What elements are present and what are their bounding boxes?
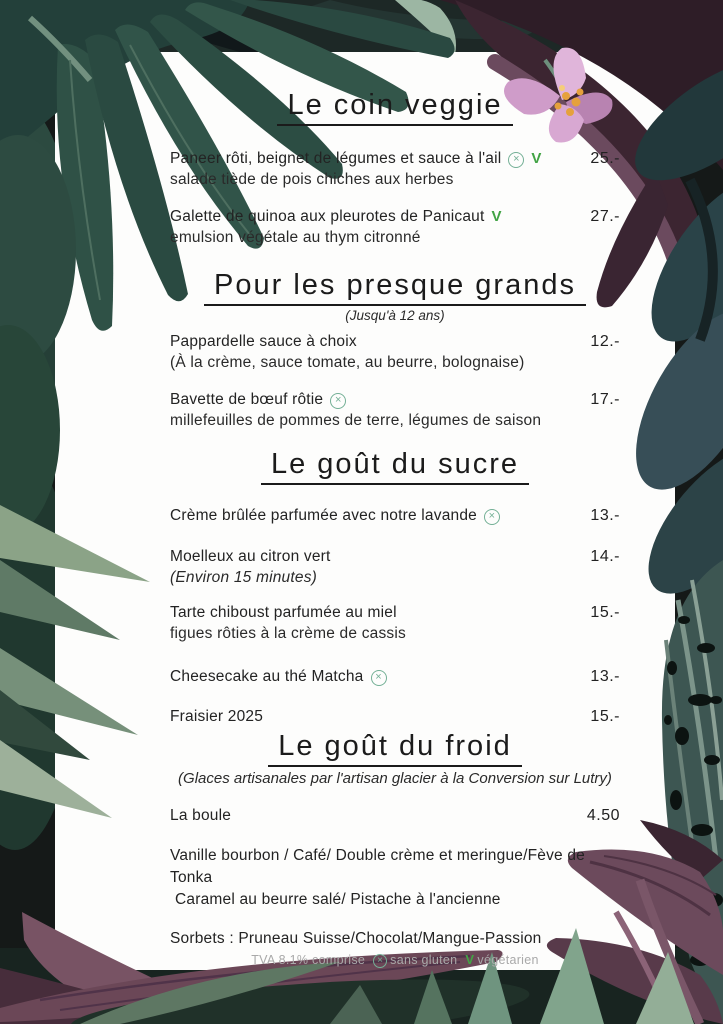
item-name: Crème brûlée parfumée avec notre lavande × bbox=[170, 505, 558, 526]
sorbets-line: Sorbets : Pruneau Suisse/Chocolat/Mangue-Passion bbox=[170, 930, 542, 947]
flavors-line: Vanille bourbon / Café/ Double crème et meringue/Fève de Tonka bbox=[170, 847, 586, 886]
gluten-free-label: sans gluten bbox=[390, 953, 458, 967]
item-price: 25.- bbox=[590, 150, 620, 167]
menu-item bbox=[170, 805, 620, 826]
item-name: Paneer rôti, beignet de légumes et sauce à l'ail × V bbox=[170, 150, 542, 167]
item-price: 12.- bbox=[590, 333, 620, 350]
item-name: Fraisier 2025 bbox=[170, 708, 264, 725]
menu-item bbox=[170, 206, 620, 248]
menu-content bbox=[170, 52, 620, 968]
gluten-free-icon: × bbox=[371, 670, 387, 686]
section-title-icecream: Le goût du froid bbox=[170, 729, 620, 767]
gluten-free-icon: × bbox=[484, 509, 500, 525]
item-desc: (Environ 15 minutes) bbox=[170, 569, 318, 586]
item-price: 13.- bbox=[590, 668, 620, 685]
item-price: 17.- bbox=[590, 391, 620, 408]
menu-item bbox=[170, 331, 620, 373]
item-name: La boule bbox=[170, 807, 232, 824]
gluten-free-icon: × bbox=[373, 954, 387, 968]
item-name: Bavette de bœuf rôtie × bbox=[170, 389, 558, 410]
menu-item bbox=[170, 148, 620, 190]
item-name: Moelleux au citron vert bbox=[170, 548, 331, 565]
item-name: Cheesecake au thé Matcha × bbox=[170, 666, 558, 687]
tva-note: TVA 8.1% comprise bbox=[251, 953, 366, 967]
gluten-free-icon: × bbox=[508, 152, 524, 168]
menu-item bbox=[170, 602, 620, 644]
item-desc: millefeuilles de pommes de terre, légumes de saison bbox=[170, 412, 542, 429]
section-title-desserts: Le goût du sucre bbox=[170, 447, 620, 485]
vegetarian-icon: V bbox=[491, 208, 502, 225]
vegetarian-label: végétarien bbox=[477, 953, 539, 967]
item-price: 13.- bbox=[590, 507, 620, 524]
vegetarian-icon: V bbox=[465, 952, 475, 967]
menu-item bbox=[170, 505, 620, 526]
menu-item bbox=[170, 546, 620, 588]
item-name: Pappardelle sauce à choix bbox=[170, 333, 357, 350]
item-price: 4.50 bbox=[586, 807, 620, 824]
menu-item bbox=[170, 666, 620, 687]
icecream-flavors bbox=[170, 845, 620, 911]
item-desc: salade tiède de pois chiches aux herbes bbox=[170, 171, 454, 188]
gluten-free-icon: × bbox=[330, 393, 346, 409]
item-desc: figues rôties à la crème de cassis bbox=[170, 625, 406, 642]
item-name: Tarte chiboust parfumée au miel bbox=[170, 604, 397, 621]
legend-footer bbox=[170, 952, 620, 968]
section-subtitle: (Glaces artisanales par l'artisan glacier à la Conversion sur Lutry) bbox=[178, 770, 612, 787]
menu-item bbox=[170, 706, 620, 727]
item-price: 15.- bbox=[590, 604, 620, 621]
item-desc: (À la crème, sauce tomate, au beurre, bolognaise) bbox=[170, 354, 525, 371]
item-price: 15.- bbox=[590, 708, 620, 725]
section-title-veggie: Le coin veggie bbox=[170, 88, 620, 126]
vegetarian-icon: V bbox=[531, 150, 542, 167]
item-price: 27.- bbox=[590, 208, 620, 225]
item-name: Galette de quinoa aux pleurotes de Panicaut V bbox=[170, 208, 502, 225]
section-subtitle: (Jusqu'à 12 ans) bbox=[345, 308, 445, 323]
item-desc: emulsion végétale au thym citronné bbox=[170, 229, 421, 246]
section-title-kids: Pour les presque grands bbox=[170, 268, 620, 306]
flavors-line: Caramel au beurre salé/ Pistache à l'ancienne bbox=[175, 891, 501, 908]
menu-item bbox=[170, 389, 620, 431]
item-price: 14.- bbox=[590, 548, 620, 565]
